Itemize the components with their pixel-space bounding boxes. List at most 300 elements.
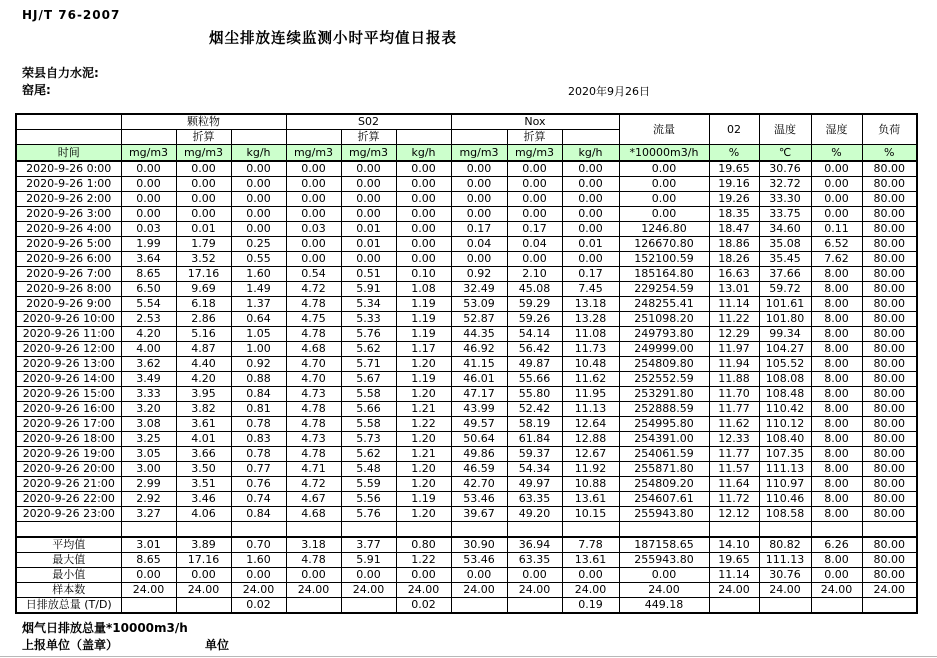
- value-cell: 19.65: [709, 553, 759, 568]
- value-cell: 80.00: [862, 161, 917, 177]
- value-cell: 2.86: [176, 312, 231, 327]
- time-cell: 2020-9-26 13:00: [16, 357, 121, 372]
- value-cell: 24.00: [121, 583, 176, 598]
- value-cell: 5.54: [121, 297, 176, 312]
- value-cell: 0.02: [396, 598, 451, 614]
- value-cell: 0.00: [231, 222, 286, 237]
- value-cell: 3.05: [121, 447, 176, 462]
- emission-report-table: [15, 113, 918, 614]
- value-cell: 3.89: [176, 537, 231, 553]
- value-cell: 4.71: [286, 462, 341, 477]
- value-cell: 80.00: [862, 372, 917, 387]
- value-cell: 0.00: [619, 568, 709, 583]
- value-cell: 5.16: [176, 327, 231, 342]
- table-row: [16, 447, 917, 462]
- value-cell: 8.65: [121, 553, 176, 568]
- value-cell: 111.13: [759, 462, 811, 477]
- value-cell: 24.00: [231, 583, 286, 598]
- value-cell: 80.00: [862, 553, 917, 568]
- value-cell: 0.64: [231, 312, 286, 327]
- value-cell: 152100.59: [619, 252, 709, 267]
- value-cell: 0.00: [619, 192, 709, 207]
- value-cell: 55.80: [507, 387, 562, 402]
- value-cell: 80.00: [862, 417, 917, 432]
- value-cell: 1.19: [396, 492, 451, 507]
- value-cell: 80.00: [862, 177, 917, 192]
- value-cell: 1.20: [396, 357, 451, 372]
- value-cell: 0.03: [286, 222, 341, 237]
- value-cell: 0.00: [176, 161, 231, 177]
- value-cell: [811, 598, 862, 614]
- value-cell: 0.78: [231, 417, 286, 432]
- value-cell: 3.46: [176, 492, 231, 507]
- value-cell: 254391.00: [619, 432, 709, 447]
- blank-cell: [562, 130, 619, 145]
- value-cell: 0.00: [619, 207, 709, 222]
- value-cell: [709, 598, 759, 614]
- value-cell: 0.01: [341, 222, 396, 237]
- value-cell: 24.00: [176, 583, 231, 598]
- value-cell: 0.01: [176, 222, 231, 237]
- value-cell: 8.00: [811, 507, 862, 522]
- empty-row: [16, 522, 917, 538]
- table-row: [16, 417, 917, 432]
- value-cell: 4.06: [176, 507, 231, 522]
- value-cell: 0.00: [562, 161, 619, 177]
- blank-cell: [121, 522, 176, 538]
- value-cell: 0.00: [507, 252, 562, 267]
- value-cell: 4.78: [286, 402, 341, 417]
- value-cell: 12.33: [709, 432, 759, 447]
- value-cell: 101.61: [759, 297, 811, 312]
- time-cell: 2020-9-26 20:00: [16, 462, 121, 477]
- value-cell: 0.00: [562, 177, 619, 192]
- header-row-groups: [16, 114, 917, 130]
- unit-cell: %: [709, 145, 759, 162]
- value-cell: 11.77: [709, 447, 759, 462]
- value-cell: 11.08: [562, 327, 619, 342]
- value-cell: 24.00: [286, 583, 341, 598]
- value-cell: 63.35: [507, 553, 562, 568]
- value-cell: 0.84: [231, 507, 286, 522]
- value-cell: 1.22: [396, 553, 451, 568]
- value-cell: 80.00: [862, 462, 917, 477]
- value-cell: 0.00: [176, 207, 231, 222]
- unit-label: 单位: [205, 638, 230, 652]
- value-cell: 8.00: [811, 492, 862, 507]
- value-cell: 0.83: [231, 432, 286, 447]
- value-cell: 0.55: [231, 252, 286, 267]
- value-cell: 11.92: [562, 462, 619, 477]
- time-cell: 2020-9-26 16:00: [16, 402, 121, 417]
- value-cell: 1.22: [396, 417, 451, 432]
- value-cell: 0.54: [286, 267, 341, 282]
- value-cell: 54.14: [507, 327, 562, 342]
- value-cell: 8.00: [811, 267, 862, 282]
- value-cell: 99.34: [759, 327, 811, 342]
- value-cell: 33.30: [759, 192, 811, 207]
- time-cell: 2020-9-26 4:00: [16, 222, 121, 237]
- value-cell: 80.00: [862, 342, 917, 357]
- value-cell: 46.59: [451, 462, 507, 477]
- value-cell: 11.94: [709, 357, 759, 372]
- value-cell: 32.49: [451, 282, 507, 297]
- value-cell: 0.00: [121, 192, 176, 207]
- value-cell: 8.00: [811, 327, 862, 342]
- value-cell: 1.20: [396, 507, 451, 522]
- value-cell: 0.00: [121, 177, 176, 192]
- value-cell: 0.17: [451, 222, 507, 237]
- unit-cell: mg/m3: [341, 145, 396, 162]
- value-cell: 0.51: [341, 267, 396, 282]
- value-cell: 0.00: [451, 161, 507, 177]
- value-cell: 2.99: [121, 477, 176, 492]
- value-cell: 1.99: [121, 237, 176, 252]
- value-cell: 18.35: [709, 207, 759, 222]
- value-cell: 8.65: [121, 267, 176, 282]
- value-cell: 249793.80: [619, 327, 709, 342]
- blank-cell: [619, 522, 709, 538]
- value-cell: 11.14: [709, 568, 759, 583]
- value-cell: 4.01: [176, 432, 231, 447]
- value-cell: 8.00: [811, 282, 862, 297]
- value-cell: 11.14: [709, 297, 759, 312]
- blank-cell: [16, 522, 121, 538]
- value-cell: 0.00: [562, 568, 619, 583]
- value-cell: 8.00: [811, 297, 862, 312]
- value-cell: 11.72: [709, 492, 759, 507]
- time-cell: 2020-9-26 15:00: [16, 387, 121, 402]
- table-row: [16, 432, 917, 447]
- table-row: [16, 507, 917, 522]
- blank-cell: [396, 130, 451, 145]
- time-cell: 2020-9-26 11:00: [16, 327, 121, 342]
- value-cell: 5.58: [341, 417, 396, 432]
- value-cell: 52.87: [451, 312, 507, 327]
- unit-cell: mg/m3: [507, 145, 562, 162]
- value-cell: 2.10: [507, 267, 562, 282]
- value-cell: 80.00: [862, 402, 917, 417]
- time-cell: 2020-9-26 10:00: [16, 312, 121, 327]
- blank-cell: [341, 522, 396, 538]
- value-cell: 18.47: [709, 222, 759, 237]
- value-cell: 4.78: [286, 327, 341, 342]
- blank-cell: [862, 522, 917, 538]
- group-header-nox: Nox: [451, 114, 619, 130]
- report-date: 2020年9月26日: [568, 85, 650, 98]
- value-cell: 0.00: [286, 177, 341, 192]
- value-cell: 1.60: [231, 553, 286, 568]
- time-cell: 2020-9-26 1:00: [16, 177, 121, 192]
- value-cell: 0.25: [231, 237, 286, 252]
- blank-cell: [396, 522, 451, 538]
- site-name: 窑尾:: [22, 83, 51, 97]
- time-header: 时间: [16, 145, 121, 162]
- value-cell: 52.42: [507, 402, 562, 417]
- value-cell: 0.92: [451, 267, 507, 282]
- unit-cell: kg/h: [562, 145, 619, 162]
- value-cell: 80.00: [862, 267, 917, 282]
- table-row: [16, 477, 917, 492]
- converted-header-nox: 折算: [507, 130, 562, 145]
- value-cell: 0.00: [286, 161, 341, 177]
- value-cell: 0.80: [396, 537, 451, 553]
- value-cell: 19.65: [709, 161, 759, 177]
- blank-cell: [709, 522, 759, 538]
- time-cell: 2020-9-26 8:00: [16, 282, 121, 297]
- value-cell: 1.08: [396, 282, 451, 297]
- unit-cell: *10000m3/h: [619, 145, 709, 162]
- value-cell: 111.13: [759, 553, 811, 568]
- value-cell: 1.19: [396, 372, 451, 387]
- value-cell: 80.00: [862, 387, 917, 402]
- value-cell: 5.91: [341, 282, 396, 297]
- value-cell: 63.35: [507, 492, 562, 507]
- report-title: 烟尘排放连续监测小时平均值日报表: [209, 31, 457, 47]
- value-cell: 0.00: [231, 207, 286, 222]
- table-row: [16, 342, 917, 357]
- value-cell: 1.20: [396, 477, 451, 492]
- value-cell: 6.50: [121, 282, 176, 297]
- value-cell: 5.62: [341, 342, 396, 357]
- value-cell: 12.12: [709, 507, 759, 522]
- value-cell: 0.00: [176, 177, 231, 192]
- table-row: [16, 237, 917, 252]
- value-cell: 80.00: [862, 327, 917, 342]
- time-cell: 2020-9-26 0:00: [16, 161, 121, 177]
- value-cell: 56.42: [507, 342, 562, 357]
- table-row: [16, 267, 917, 282]
- value-cell: 80.00: [862, 312, 917, 327]
- value-cell: 1.49: [231, 282, 286, 297]
- value-cell: 6.18: [176, 297, 231, 312]
- value-cell: 80.00: [862, 297, 917, 312]
- time-cell: 2020-9-26 19:00: [16, 447, 121, 462]
- value-cell: 80.00: [862, 507, 917, 522]
- value-cell: 249999.00: [619, 342, 709, 357]
- value-cell: 8.00: [811, 553, 862, 568]
- value-cell: 0.04: [507, 237, 562, 252]
- table-row: [16, 402, 917, 417]
- value-cell: 0.81: [231, 402, 286, 417]
- time-cell: 2020-9-26 17:00: [16, 417, 121, 432]
- value-cell: 108.40: [759, 432, 811, 447]
- value-cell: 12.67: [562, 447, 619, 462]
- value-cell: 104.27: [759, 342, 811, 357]
- value-cell: 0.02: [231, 598, 286, 614]
- value-cell: [286, 598, 341, 614]
- value-cell: 53.46: [451, 492, 507, 507]
- value-cell: 11.95: [562, 387, 619, 402]
- value-cell: 11.77: [709, 402, 759, 417]
- value-cell: 0.77: [231, 462, 286, 477]
- time-cell: 2020-9-26 3:00: [16, 207, 121, 222]
- blank-cell: [121, 130, 176, 145]
- value-cell: 3.08: [121, 417, 176, 432]
- time-cell: 2020-9-26 18:00: [16, 432, 121, 447]
- value-cell: 0.88: [231, 372, 286, 387]
- value-cell: 253291.80: [619, 387, 709, 402]
- value-cell: 80.00: [862, 537, 917, 553]
- value-cell: 24.00: [341, 583, 396, 598]
- value-cell: 0.00: [811, 192, 862, 207]
- table-row: [16, 282, 917, 297]
- summary-row: [16, 553, 917, 568]
- value-cell: 61.84: [507, 432, 562, 447]
- value-cell: 0.00: [507, 207, 562, 222]
- value-cell: 3.20: [121, 402, 176, 417]
- value-cell: 5.73: [341, 432, 396, 447]
- value-cell: 0.00: [396, 192, 451, 207]
- value-cell: 8.00: [811, 447, 862, 462]
- table-row: [16, 372, 917, 387]
- value-cell: 35.45: [759, 252, 811, 267]
- blank-cell: [176, 522, 231, 538]
- table-row: [16, 357, 917, 372]
- value-cell: 1.05: [231, 327, 286, 342]
- time-cell: 2020-9-26 6:00: [16, 252, 121, 267]
- value-cell: 0.00: [341, 192, 396, 207]
- unit-cell: %: [862, 145, 917, 162]
- value-cell: 11.57: [709, 462, 759, 477]
- converted-header-so2: 折算: [341, 130, 396, 145]
- value-cell: 24.00: [811, 583, 862, 598]
- value-cell: 0.00: [396, 568, 451, 583]
- value-cell: 1.37: [231, 297, 286, 312]
- value-cell: 1.60: [231, 267, 286, 282]
- value-cell: 0.00: [341, 252, 396, 267]
- blank-cell: [231, 130, 286, 145]
- value-cell: 5.33: [341, 312, 396, 327]
- blank-cell: [507, 522, 562, 538]
- value-cell: 252888.59: [619, 402, 709, 417]
- value-cell: 5.67: [341, 372, 396, 387]
- unit-cell: ℃: [759, 145, 811, 162]
- value-cell: 11.22: [709, 312, 759, 327]
- value-cell: 0.00: [341, 568, 396, 583]
- value-cell: 8.00: [811, 372, 862, 387]
- value-cell: 12.64: [562, 417, 619, 432]
- value-cell: 251098.20: [619, 312, 709, 327]
- value-cell: 50.64: [451, 432, 507, 447]
- value-cell: 49.20: [507, 507, 562, 522]
- value-cell: 47.17: [451, 387, 507, 402]
- company-name: 荣县自力水泥:: [22, 66, 99, 80]
- time-cell: 2020-9-26 7:00: [16, 267, 121, 282]
- value-cell: 43.99: [451, 402, 507, 417]
- value-cell: 255871.80: [619, 462, 709, 477]
- value-cell: 0.17: [507, 222, 562, 237]
- value-cell: 0.11: [811, 222, 862, 237]
- value-cell: 0.04: [451, 237, 507, 252]
- value-cell: 0.74: [231, 492, 286, 507]
- value-cell: 30.76: [759, 161, 811, 177]
- corner-blank-cell: [16, 114, 121, 130]
- table-row: [16, 222, 917, 237]
- value-cell: 105.52: [759, 357, 811, 372]
- value-cell: 42.70: [451, 477, 507, 492]
- value-cell: 0.00: [286, 237, 341, 252]
- value-cell: 0.78: [231, 447, 286, 462]
- value-cell: 10.88: [562, 477, 619, 492]
- value-cell: 58.19: [507, 417, 562, 432]
- value-cell: 59.29: [507, 297, 562, 312]
- value-cell: 3.64: [121, 252, 176, 267]
- value-cell: 8.00: [811, 477, 862, 492]
- value-cell: 12.88: [562, 432, 619, 447]
- value-cell: 11.73: [562, 342, 619, 357]
- value-cell: 46.01: [451, 372, 507, 387]
- value-cell: 11.97: [709, 342, 759, 357]
- table-row: [16, 297, 917, 312]
- time-cell: 2020-9-26 12:00: [16, 342, 121, 357]
- value-cell: 0.00: [507, 177, 562, 192]
- value-cell: 449.18: [619, 598, 709, 614]
- time-cell: 2020-9-26 22:00: [16, 492, 121, 507]
- value-cell: [862, 598, 917, 614]
- value-cell: 110.97: [759, 477, 811, 492]
- value-cell: 4.87: [176, 342, 231, 357]
- summary-label-cell: 最小值: [16, 568, 121, 583]
- value-cell: 8.00: [811, 312, 862, 327]
- value-cell: 5.48: [341, 462, 396, 477]
- value-cell: 1.20: [396, 387, 451, 402]
- value-cell: 34.60: [759, 222, 811, 237]
- unit-cell: mg/m3: [176, 145, 231, 162]
- value-cell: 80.00: [862, 568, 917, 583]
- summary-label-cell: 样本数: [16, 583, 121, 598]
- value-cell: 0.00: [396, 207, 451, 222]
- value-cell: 0.00: [451, 207, 507, 222]
- unit-cell: mg/m3: [451, 145, 507, 162]
- value-cell: 8.00: [811, 417, 862, 432]
- value-cell: 80.00: [862, 282, 917, 297]
- value-cell: 3.51: [176, 477, 231, 492]
- value-cell: 11.62: [709, 417, 759, 432]
- value-cell: [176, 598, 231, 614]
- value-cell: 4.78: [286, 417, 341, 432]
- summary-label-cell: 最大值: [16, 553, 121, 568]
- value-cell: 4.78: [286, 447, 341, 462]
- value-cell: 4.73: [286, 387, 341, 402]
- standard-code: HJ/T 76-2007: [22, 8, 121, 22]
- value-cell: 6.52: [811, 237, 862, 252]
- value-cell: 24.00: [562, 583, 619, 598]
- summary-row: [16, 583, 917, 598]
- value-cell: 80.00: [862, 237, 917, 252]
- value-cell: 33.75: [759, 207, 811, 222]
- value-cell: 255943.80: [619, 553, 709, 568]
- value-cell: 80.00: [862, 207, 917, 222]
- value-cell: 24.00: [396, 583, 451, 598]
- value-cell: 4.00: [121, 342, 176, 357]
- value-cell: 49.86: [451, 447, 507, 462]
- value-cell: 35.08: [759, 237, 811, 252]
- summary-label-cell: 平均值: [16, 537, 121, 553]
- value-cell: 0.03: [121, 222, 176, 237]
- value-cell: 11.13: [562, 402, 619, 417]
- value-cell: 254061.59: [619, 447, 709, 462]
- value-cell: 14.10: [709, 537, 759, 553]
- value-cell: 0.00: [451, 177, 507, 192]
- value-cell: 108.08: [759, 372, 811, 387]
- value-cell: 254809.80: [619, 357, 709, 372]
- table-row: [16, 177, 917, 192]
- value-cell: 254809.20: [619, 477, 709, 492]
- value-cell: 2.53: [121, 312, 176, 327]
- value-cell: 8.00: [811, 387, 862, 402]
- value-cell: 254607.61: [619, 492, 709, 507]
